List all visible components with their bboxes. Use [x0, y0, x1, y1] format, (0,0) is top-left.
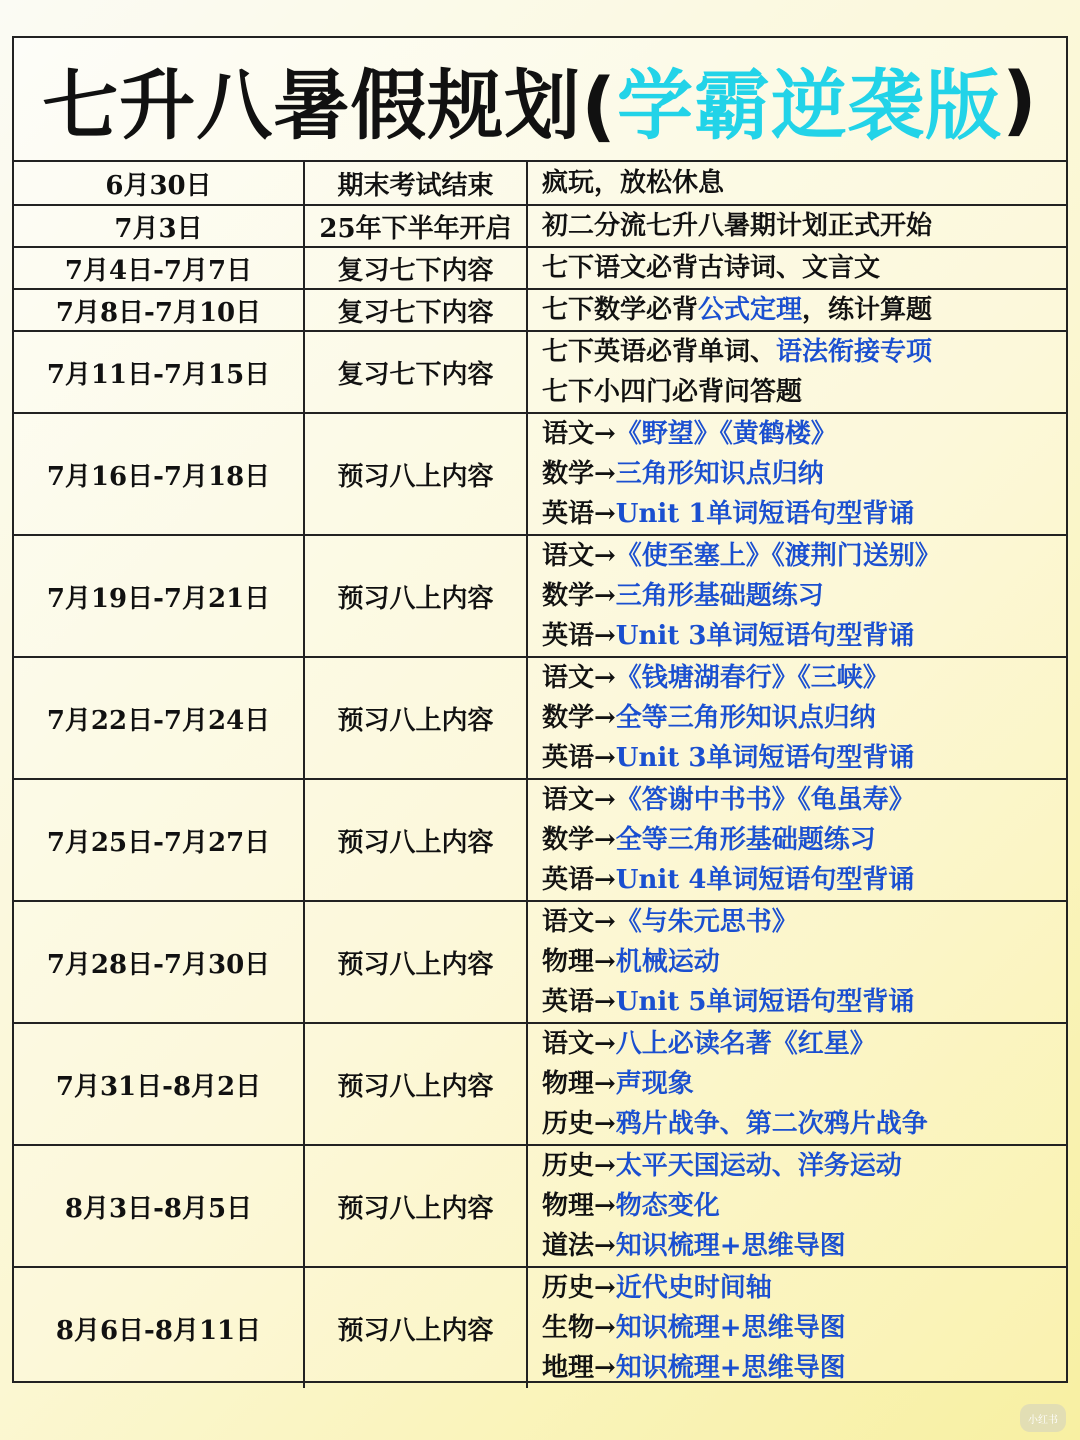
- phase-cell: 预习八上内容: [304, 535, 527, 657]
- task-line: [542, 982, 1066, 1022]
- task-line: [542, 372, 1066, 412]
- table-row: [14, 205, 1066, 247]
- phase-cell: 预习八上内容: [304, 657, 527, 779]
- task-highlight: 鸦片战争、第二次鸦片战争: [615, 1109, 928, 1139]
- task-line: [542, 738, 1066, 778]
- phase-cell: 预习八上内容: [304, 1023, 527, 1145]
- task-line: [542, 1308, 1066, 1348]
- task-highlight: 物态变化: [615, 1191, 720, 1221]
- task-text: 数学→: [542, 459, 616, 489]
- task-cell: [527, 289, 1066, 331]
- task-highlight: Unit 3单词短语句型背诵: [615, 743, 915, 773]
- task-highlight: 知识梳理+思维导图: [615, 1353, 846, 1383]
- task-highlight: 知识梳理+思维导图: [615, 1313, 846, 1343]
- task-line: [542, 1064, 1066, 1104]
- task-text: 地理→: [542, 1353, 616, 1383]
- table-row: [14, 1023, 1066, 1145]
- task-highlight: 知识梳理+思维导图: [615, 1231, 846, 1261]
- date-cell: 7月31日-8月2日: [14, 1023, 304, 1145]
- phase-cell: 25年下半年开启: [304, 205, 527, 247]
- date-cell: 7月16日-7月18日: [14, 413, 304, 535]
- task-cell: [527, 535, 1066, 657]
- phase-cell: 预习八上内容: [304, 901, 527, 1023]
- task-line: [542, 1104, 1066, 1144]
- phase-cell: 复习七下内容: [304, 247, 527, 289]
- watermark-text: 小红书: [1028, 1414, 1058, 1426]
- table-row: [14, 901, 1066, 1023]
- task-line: [542, 206, 1066, 246]
- task-cell: [527, 205, 1066, 247]
- schedule-table: [14, 162, 1066, 1388]
- date-cell: 7月3日: [14, 205, 304, 247]
- task-text: 历史→: [542, 1273, 616, 1303]
- table-row: [14, 1267, 1066, 1388]
- task-highlight: 《答谢中书书》《龟虽寿》: [615, 785, 915, 815]
- task-highlight: 公式定理: [698, 295, 803, 325]
- task-highlight: 《使至塞上》《渡荆门送别》: [615, 541, 941, 571]
- task-line: [542, 163, 1066, 203]
- task-text: 物理→: [542, 1069, 616, 1099]
- task-cell: [527, 901, 1066, 1023]
- task-text: 语文→: [542, 419, 616, 449]
- task-highlight: 三角形基础题练习: [615, 581, 824, 611]
- task-text: 物理→: [542, 1191, 616, 1221]
- task-line: [542, 332, 1066, 372]
- phase-cell: 复习七下内容: [304, 289, 527, 331]
- date-cell: 7月25日-7月27日: [14, 779, 304, 901]
- task-text: 七下语文必背古诗词、文言文: [542, 253, 881, 283]
- task-highlight: 三角形知识点归纳: [615, 459, 824, 489]
- task-highlight: Unit 3单词短语句型背诵: [615, 621, 915, 651]
- task-line: [542, 1024, 1066, 1064]
- task-text: 数学→: [542, 581, 616, 611]
- task-text: 语文→: [542, 907, 616, 937]
- table-row: [14, 535, 1066, 657]
- title-main: 七升八暑假规划(: [42, 60, 617, 150]
- task-text: ，练计算题: [802, 295, 933, 325]
- task-text: 英语→: [542, 987, 616, 1017]
- task-text: 疯玩，放松休息: [542, 168, 725, 198]
- task-text: 历史→: [542, 1151, 616, 1181]
- task-line: [542, 860, 1066, 900]
- task-highlight: Unit 4单词短语句型背诵: [615, 865, 915, 895]
- date-cell: 7月22日-7月24日: [14, 657, 304, 779]
- task-highlight: 全等三角形知识点归纳: [615, 703, 876, 733]
- task-cell: [527, 779, 1066, 901]
- task-line: [542, 1348, 1066, 1388]
- task-line: [542, 1268, 1066, 1308]
- task-highlight: 《野望》《黄鹤楼》: [615, 419, 837, 449]
- task-text: 数学→: [542, 825, 616, 855]
- task-cell: [527, 247, 1066, 289]
- task-line: [542, 576, 1066, 616]
- page-title: [14, 38, 1066, 162]
- task-text: 英语→: [542, 743, 616, 773]
- table-row: [14, 289, 1066, 331]
- phase-cell: 复习七下内容: [304, 331, 527, 413]
- table-row: [14, 247, 1066, 289]
- phase-cell: 预习八上内容: [304, 413, 527, 535]
- task-cell: [527, 1145, 1066, 1267]
- task-text: 语文→: [542, 663, 616, 693]
- task-cell: [527, 413, 1066, 535]
- task-highlight: 八上必读名著《红星》: [615, 1029, 876, 1059]
- phase-cell: 预习八上内容: [304, 1145, 527, 1267]
- table-row: [14, 779, 1066, 901]
- task-highlight: 《与朱元思书》: [615, 907, 798, 937]
- task-line: [542, 536, 1066, 576]
- phase-cell: 预习八上内容: [304, 779, 527, 901]
- task-text: 道法→: [542, 1231, 616, 1261]
- date-cell: 8月3日-8月5日: [14, 1145, 304, 1267]
- task-line: [542, 658, 1066, 698]
- task-line: [542, 820, 1066, 860]
- task-cell: [527, 162, 1066, 205]
- task-highlight: Unit 1单词短语句型背诵: [615, 499, 915, 529]
- task-line: [542, 942, 1066, 982]
- task-line: [542, 1186, 1066, 1226]
- watermark-logo: [1020, 1404, 1066, 1432]
- task-cell: [527, 657, 1066, 779]
- task-line: [542, 1226, 1066, 1266]
- task-text: 语文→: [542, 1029, 616, 1059]
- task-text: 英语→: [542, 499, 616, 529]
- title-close: ): [1002, 54, 1038, 144]
- task-text: 数学→: [542, 703, 616, 733]
- task-line: [542, 780, 1066, 820]
- date-cell: 7月19日-7月21日: [14, 535, 304, 657]
- task-cell: [527, 331, 1066, 413]
- task-highlight: 语法衔接专项: [776, 337, 933, 367]
- phase-cell: 期末考试结束: [304, 162, 527, 205]
- task-highlight: 机械运动: [615, 947, 720, 977]
- task-text: 生物→: [542, 1313, 616, 1343]
- date-cell: 7月4日-7月7日: [14, 247, 304, 289]
- task-cell: [527, 1267, 1066, 1388]
- task-highlight: Unit 5单词短语句型背诵: [615, 987, 915, 1017]
- title-accent: 学霸逆袭版: [617, 60, 1002, 150]
- task-line: [542, 698, 1066, 738]
- task-highlight: 《钱塘湖春行》《三峡》: [615, 663, 889, 693]
- task-text: 英语→: [542, 621, 616, 651]
- task-text: 初二分流七升八暑期计划正式开始: [542, 211, 933, 241]
- date-cell: 7月8日-7月10日: [14, 289, 304, 331]
- task-highlight: 声现象: [615, 1069, 694, 1099]
- task-text: 七下小四门必背问答题: [542, 377, 803, 407]
- date-cell: 7月11日-7月15日: [14, 331, 304, 413]
- date-cell: 6月30日: [14, 162, 304, 205]
- task-highlight: 全等三角形基础题练习: [615, 825, 876, 855]
- task-line: [542, 616, 1066, 656]
- table-row: [14, 162, 1066, 205]
- plan-sheet: [12, 36, 1068, 1383]
- phase-cell: 预习八上内容: [304, 1267, 527, 1388]
- task-line: [542, 494, 1066, 534]
- task-text: 语文→: [542, 785, 616, 815]
- task-text: 七下英语必背单词、: [542, 337, 777, 367]
- task-text: 七下数学必背: [542, 295, 699, 325]
- task-highlight: 太平天国运动、洋务运动: [615, 1151, 902, 1181]
- table-row: [14, 331, 1066, 413]
- table-row: [14, 1145, 1066, 1267]
- task-text: 物理→: [542, 947, 616, 977]
- table-row: [14, 413, 1066, 535]
- task-line: [542, 248, 1066, 288]
- task-highlight: 近代史时间轴: [615, 1273, 772, 1303]
- table-row: [14, 657, 1066, 779]
- task-text: 英语→: [542, 865, 616, 895]
- task-line: [542, 454, 1066, 494]
- date-cell: 7月28日-7月30日: [14, 901, 304, 1023]
- task-text: 历史→: [542, 1109, 616, 1139]
- task-line: [542, 902, 1066, 942]
- date-cell: 8月6日-8月11日: [14, 1267, 304, 1388]
- task-cell: [527, 1023, 1066, 1145]
- task-line: [542, 414, 1066, 454]
- task-line: [542, 1146, 1066, 1186]
- schedule-rows: [14, 162, 1066, 1388]
- task-text: 语文→: [542, 541, 616, 571]
- task-line: [542, 290, 1066, 330]
